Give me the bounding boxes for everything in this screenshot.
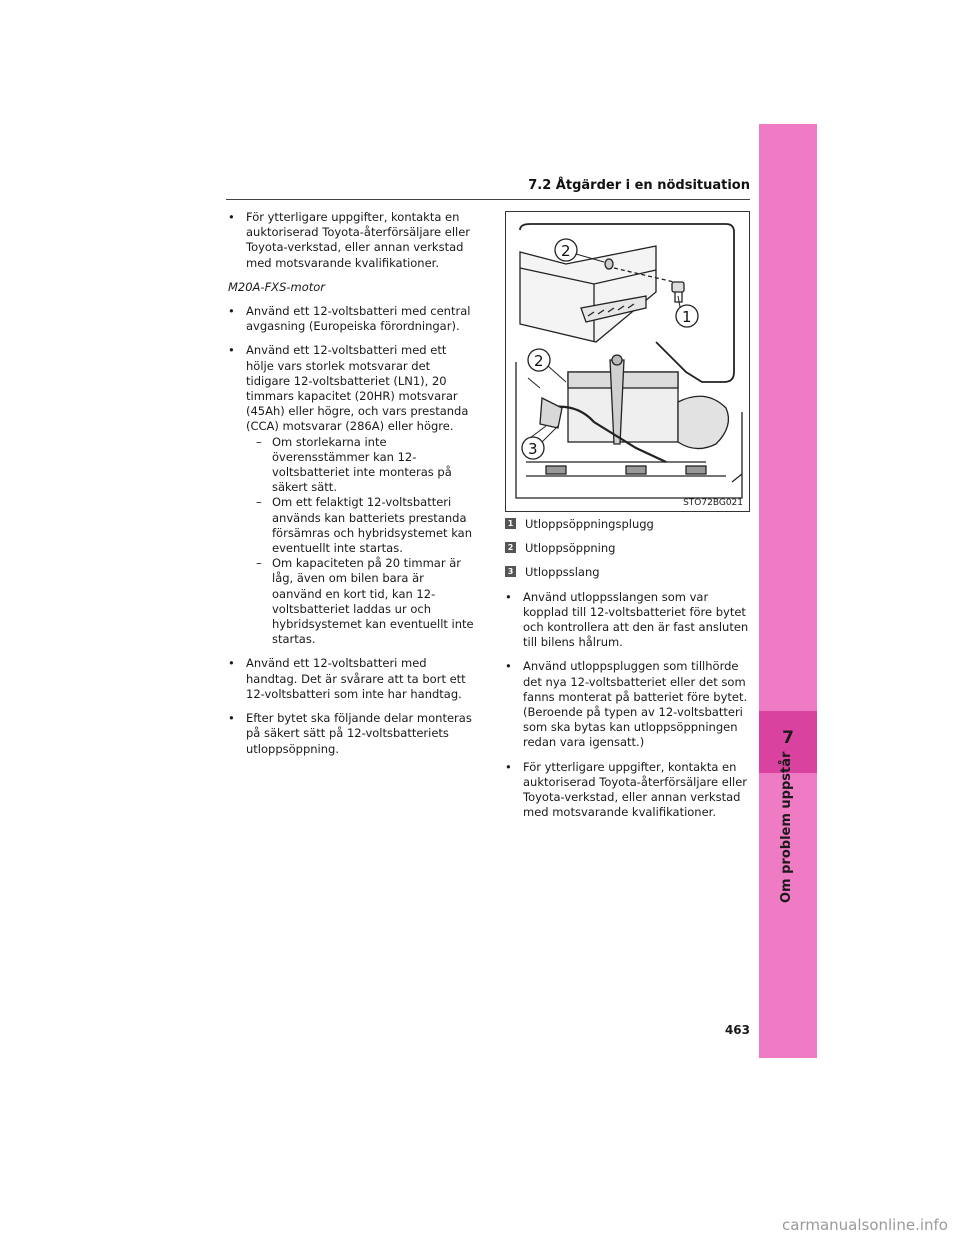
bullet-item [228, 304, 476, 334]
sub-item-text: Om ett felaktigt 12-voltsbatteri används kan batteriets prestanda försämras och hybridsystemet kan eventuellt inte startas. [272, 495, 473, 556]
bullet-item [228, 343, 476, 647]
bullet-text: För ytterligare uppgifter, kontakta en auktoriserad Toyota-återförsäljare eller Toyota-verkstad, eller annan verkstad med motsvarande kvalifikationer. [246, 210, 471, 270]
sub-item [246, 556, 476, 647]
bullet-text: För ytterligare uppgifter, kontakta en auktoriserad Toyota-återförsäljare eller Toyota-verkstad, eller annan verkstad med motsvarande kvalifikationer. [523, 759, 748, 820]
callout-2-top-label: 2 [561, 242, 571, 260]
dash-marker: – [256, 556, 262, 571]
legend-label: Utloppsslang [525, 565, 600, 580]
callout-2-bottom-label: 2 [534, 352, 544, 370]
legend-item [505, 541, 753, 556]
sub-item-text: Om storlekarna inte överensstämmer kan 12-voltsbatteriet inte monteras på säkert sätt. [272, 434, 452, 495]
dash-marker: – [256, 434, 262, 449]
left-column [228, 210, 476, 766]
watermark: carmanualsonline.info [782, 1216, 948, 1234]
bullet-text: Använd utloppsslangen som var kopplad till 12-voltsbatteriet före bytet och kontrollera att den är fast ansluten till bilens hålrum. [523, 589, 749, 650]
bullet-item [228, 711, 476, 757]
bullet-text: Använd ett 12-voltsbatteri med central avgasning (Europeiska förordningar). [246, 304, 471, 334]
chapter-number: 7 [782, 728, 794, 748]
bullet-marker: • [228, 210, 235, 224]
callout-3-label: 3 [528, 440, 538, 458]
section-header: 7.2 Åtgärder i en nödsituation [528, 178, 750, 193]
legend-number-badge: 1 [505, 518, 516, 529]
bullet-item [505, 590, 753, 651]
bullet-marker: • [505, 589, 512, 604]
figure-code: STO72BG021 [683, 498, 743, 508]
battery-illustration-drawing [506, 212, 749, 511]
bullet-text: Använd ett 12-voltsbatteri med handtag. Det är svårare att ta bort ett 12-voltsbatteri som inte har handtag. [246, 656, 466, 701]
chapter-title: Om problem uppstår [779, 751, 794, 903]
legend-item [505, 565, 753, 580]
engine-subheading: M20A-FXS-motor [228, 279, 326, 294]
callout-1-label: 1 [682, 308, 692, 326]
bullet-marker: • [228, 304, 235, 319]
sub-item-text: Om kapaciteten på 20 timmar är låg, även om bilen bara är oanvänd en kort tid, kan 12-voltsbatteriet laddas ur och hybridsystemet kan eventuellt inte startas. [272, 556, 474, 647]
bullet-marker: • [228, 343, 235, 358]
bullet-text: Efter bytet ska följande delar monteras på säkert sätt på 12-voltsbatteriets utloppsöppning. [246, 711, 472, 756]
bullet-item [228, 656, 476, 702]
bullet-item [505, 659, 753, 750]
header-divider [226, 199, 750, 200]
bullet-item [228, 210, 476, 271]
legend-number-badge: 3 [505, 566, 516, 577]
bullet-text: Använd utloppspluggen som tillhörde det nya 12-voltsbatteriet eller det som fanns monterat på batteriet före bytet. (Beroende på typen av 12-voltsbatteri som ska bytas kan utloppsöppningen redan vara igensatt.) [523, 659, 748, 750]
bullet-item [505, 760, 753, 821]
callout-2-bottom [528, 349, 550, 371]
sub-item [246, 435, 476, 496]
chapter-side-tab [759, 124, 817, 1058]
bullet-marker: • [505, 659, 512, 674]
legend-number-badge: 2 [505, 542, 516, 553]
battery-vent-illustration [505, 211, 750, 512]
callout-2-top [555, 239, 577, 261]
legend-item [505, 517, 753, 532]
callout-3 [522, 437, 544, 459]
right-column [505, 517, 753, 829]
bullet-marker: • [228, 656, 235, 671]
callout-1 [676, 305, 698, 327]
sub-item [246, 495, 476, 556]
dash-marker: – [256, 495, 262, 510]
legend-label: Utloppsöppningsplugg [525, 517, 654, 531]
page-number: 463 [724, 1023, 750, 1037]
bullet-text: Använd ett 12-voltsbatteri med ett hölje vars storlek motsvarar det tidigare 12-voltsbatteriet (LN1), 20 timmars kapacitet (20HR) motsvarar (45Ah) eller högre, och vars prestanda (CCA) motsvarar (286A) eller högre. [246, 343, 469, 434]
bullet-marker: • [228, 711, 235, 726]
bullet-marker: • [505, 759, 512, 774]
legend-label: Utloppsöppning [525, 541, 616, 556]
